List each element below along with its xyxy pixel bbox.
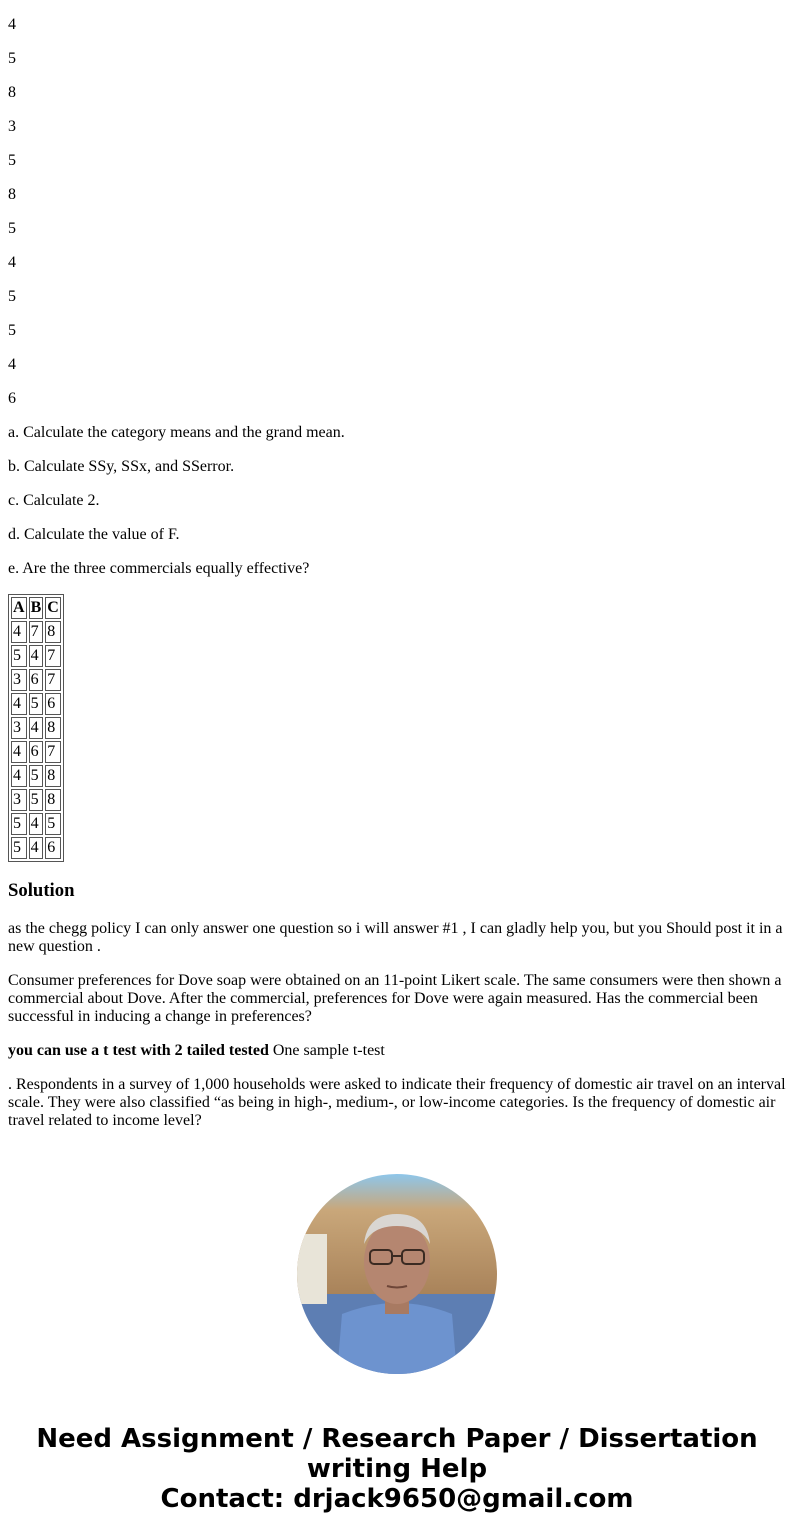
value: 5	[8, 220, 16, 237]
dove-question: Consumer preferences for Dove soap were obtained on an 11-point Likert scale. The same consumers were then shown a commercial about Dove. After the commercial, preferences for Dove were again measured. Has the commercial been successful in inducing a change in preferences?	[8, 972, 782, 1025]
table-cell: 5	[11, 645, 27, 667]
table-cell: 5	[29, 693, 44, 715]
header-a: A	[11, 597, 27, 619]
footer	[8, 1424, 786, 1514]
table-cell: 7	[45, 741, 61, 763]
table-cell: 4	[11, 741, 27, 763]
table-cell: 6	[29, 741, 44, 763]
header-c: C	[45, 597, 61, 619]
footer-help-text: Need Assignment / Research Paper / Dissertation writing Help	[36, 1424, 758, 1484]
value: 8	[8, 84, 16, 101]
value: 4	[8, 254, 16, 271]
footer-contact: Contact: drjack9650@gmail.com	[160, 1484, 634, 1514]
table-row	[11, 765, 61, 787]
value: 6	[8, 390, 16, 407]
table-cell: 3	[11, 669, 27, 691]
value: 5	[8, 288, 16, 305]
table-cell: 5	[11, 813, 27, 835]
table-cell: 8	[45, 621, 61, 643]
table-cell: 5	[29, 789, 44, 811]
table-row	[11, 813, 61, 835]
table-cell: 3	[11, 717, 27, 739]
table-cell: 7	[45, 669, 61, 691]
value: 8	[8, 186, 16, 203]
table-row	[11, 837, 61, 859]
table-cell: 8	[45, 717, 61, 739]
table-cell: 4	[29, 813, 44, 835]
author-photo	[297, 1174, 497, 1374]
value: 4	[8, 356, 16, 373]
table-cell: 4	[29, 717, 44, 739]
policy-text: as the chegg policy I can only answer one question so i will answer #1 , I can gladly help you, but you Should post it in a new question .	[8, 920, 783, 955]
question-d: d. Calculate the value of F.	[8, 526, 180, 543]
value: 4	[8, 16, 16, 33]
table-cell: 8	[45, 789, 61, 811]
header-b: B	[29, 597, 44, 619]
table-cell: 4	[29, 645, 44, 667]
table-cell: 7	[29, 621, 44, 643]
table-cell: 5	[29, 765, 44, 787]
table-cell: 7	[45, 645, 61, 667]
value: 3	[8, 118, 16, 135]
table-row	[11, 693, 61, 715]
question-c: c. Calculate 2.	[8, 492, 100, 509]
table-cell: 4	[11, 693, 27, 715]
table-cell: 6	[45, 693, 61, 715]
table-cell: 4	[11, 765, 27, 787]
table-row	[11, 669, 61, 691]
solution-heading: Solution	[8, 880, 75, 901]
question-b: b. Calculate SSy, SSx, and SSerror.	[8, 458, 235, 475]
value: 5	[8, 50, 16, 67]
question-a: a. Calculate the category means and the grand mean.	[8, 424, 345, 441]
table-row	[11, 621, 61, 643]
question-e: e. Are the three commercials equally effective?	[8, 560, 310, 577]
table-row	[11, 741, 61, 763]
table-header-row	[11, 597, 61, 619]
table-cell: 8	[45, 765, 61, 787]
table-row	[11, 789, 61, 811]
answer-rest: One sample t-test	[268, 1042, 385, 1059]
table-cell: 4	[29, 837, 44, 859]
table-cell: 6	[29, 669, 44, 691]
values-list	[8, 16, 786, 408]
table-cell: 6	[45, 837, 61, 859]
answer-bold: you can use a t test with 2 tailed tested	[8, 1042, 269, 1059]
table-cell: 4	[11, 621, 27, 643]
value: 5	[8, 322, 16, 339]
table-row	[11, 645, 61, 667]
table-cell: 5	[11, 837, 27, 859]
respondents-question: . Respondents in a survey of 1,000 households were asked to indicate their frequency of domestic air travel on an interval scale. They were also classified “as being in high-, medium-, or low-income categories. Is the frequency of domestic air travel related to income level?	[8, 1076, 786, 1129]
value: 5	[8, 152, 16, 169]
table-row	[11, 717, 61, 739]
answer	[8, 1042, 786, 1060]
table-cell: 5	[45, 813, 61, 835]
data-table	[8, 594, 64, 862]
table-cell: 3	[11, 789, 27, 811]
